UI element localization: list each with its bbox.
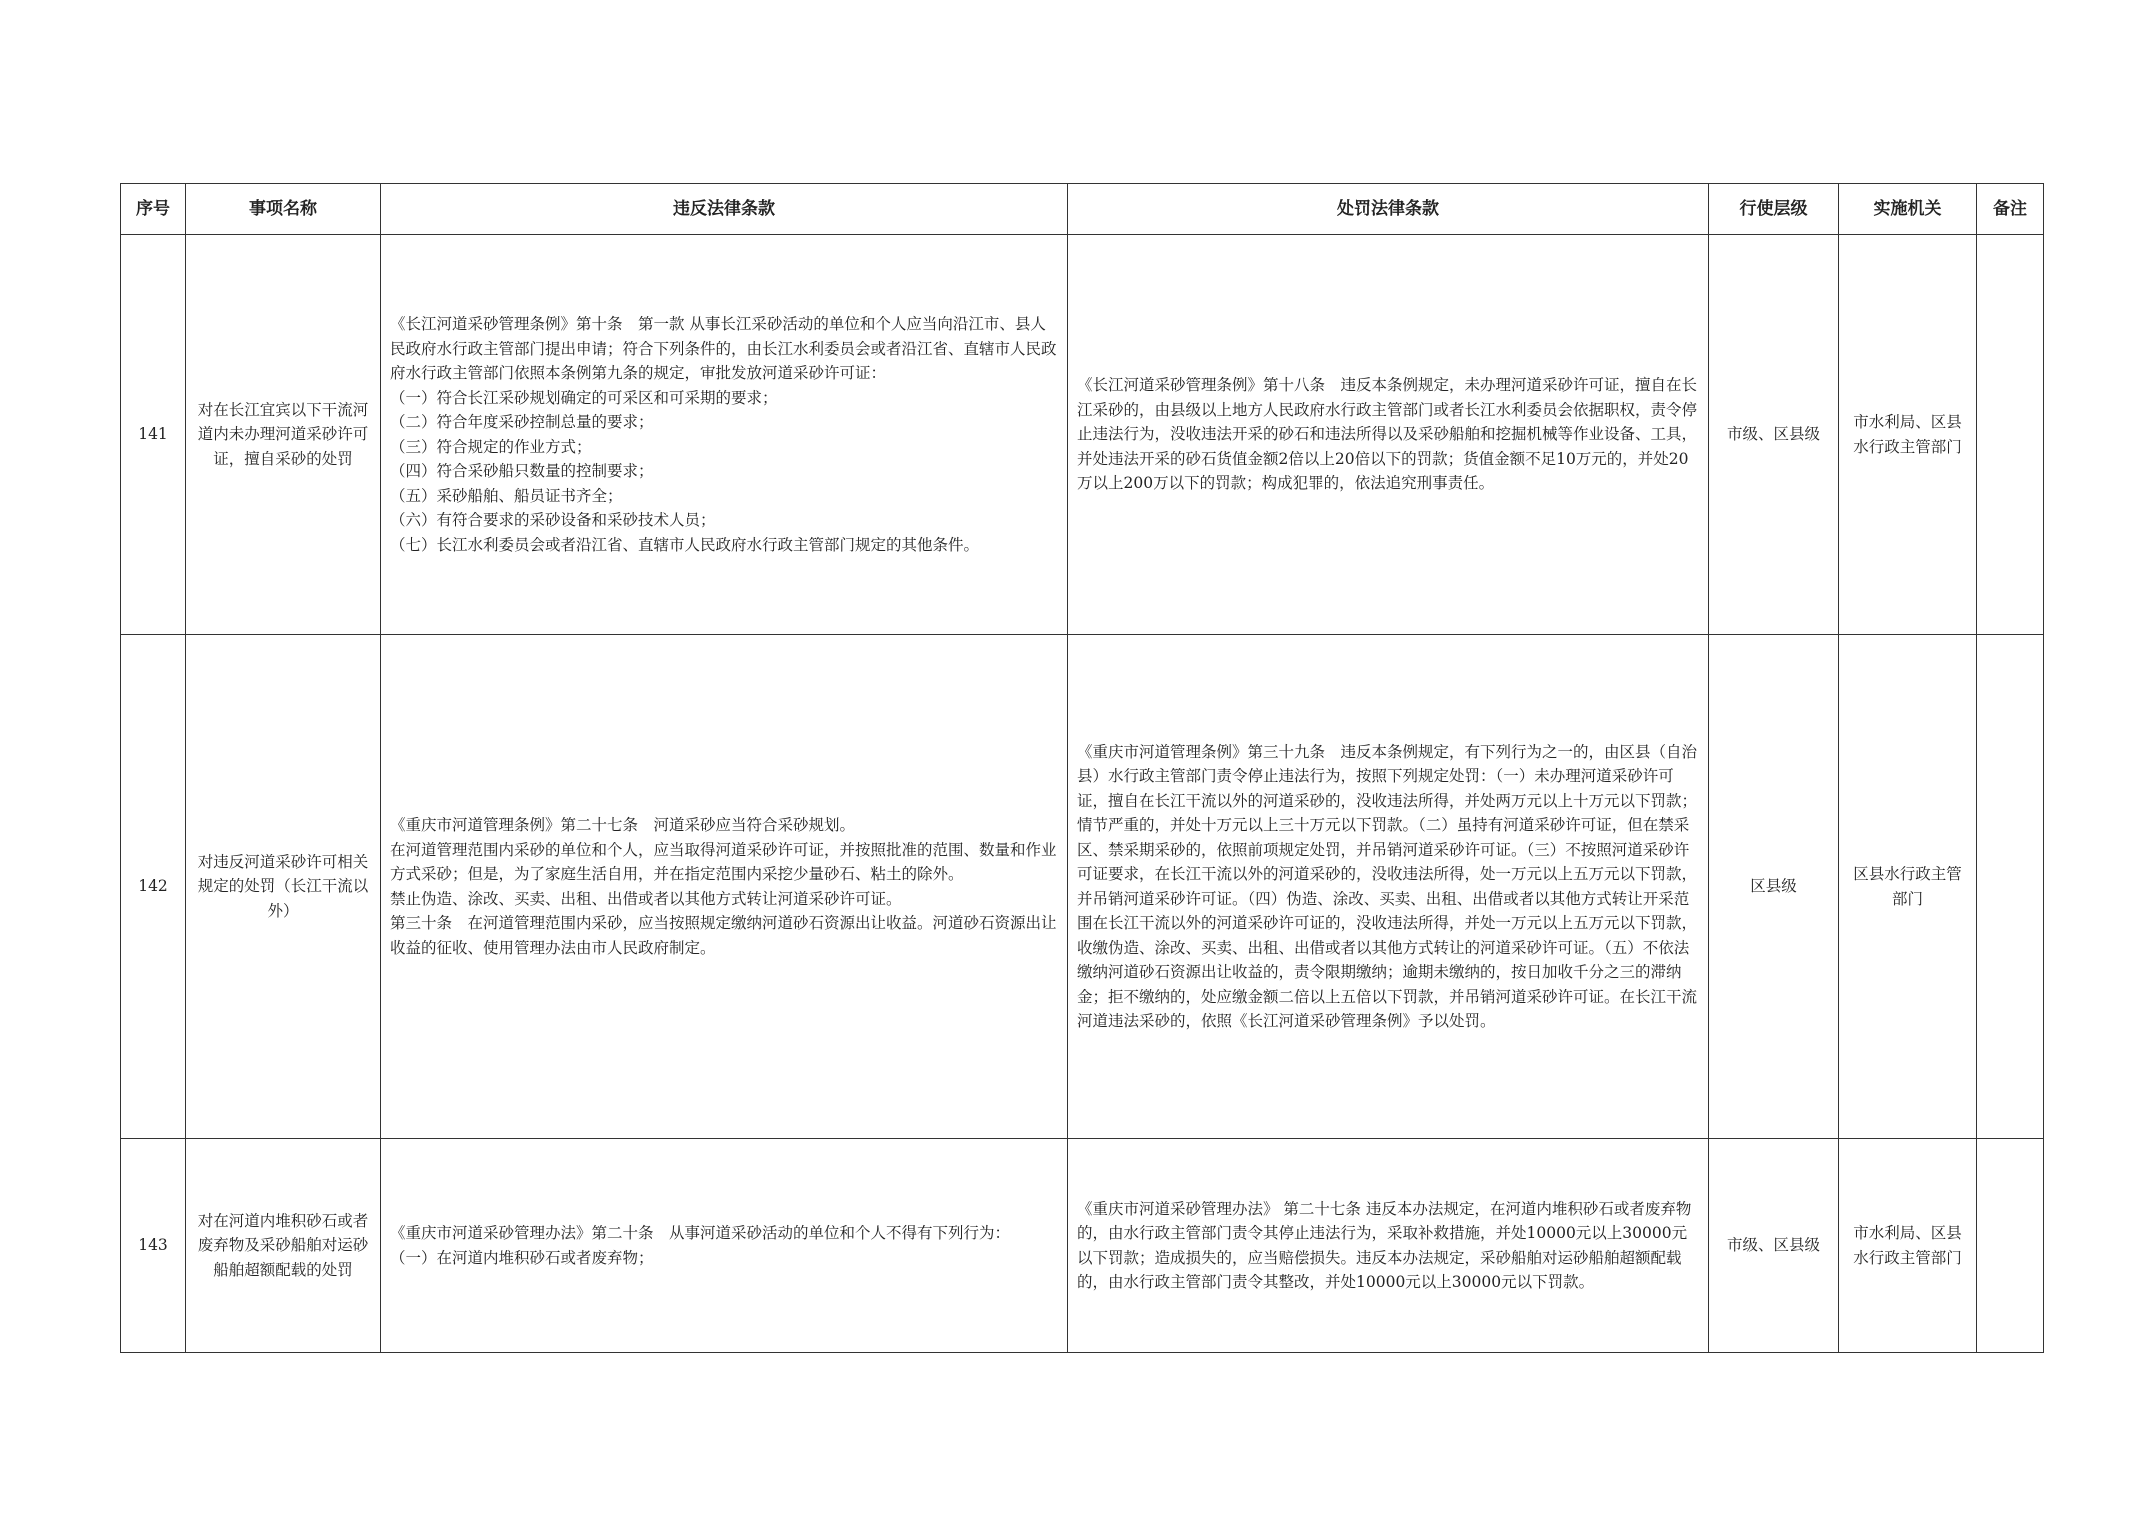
header-penalty-clause: 处罚法律条款 (1068, 184, 1709, 235)
table-header-row (121, 184, 2044, 235)
cell-seq: 141 (121, 235, 186, 635)
table-row (121, 235, 2044, 635)
cell-exercise-level: 市级、区县级 (1709, 1139, 1839, 1353)
cell-penalty-clause: 《重庆市河道管理条例》第三十九条 违反本条例规定，有下列行为之一的，由区县（自治县）水行政主管部门责令停止违法行为，按照下列规定处罚：（一）未办理河道采砂许可证，擅自在长江干流以外的河道采砂的，没收违法所得，并处两万元以上十万元以下罚款；情节严重的，并处十万元以上三十万元以下罚款。（二）虽持有河道采砂许可证，但在禁采区、禁采期采砂的，依照前项规定处罚，并吊销河道采砂许可证。（三）不按照河道采砂许可证要求，在长江干流以外的河道采砂的，没收违法所得，处一万元以上五万元以下罚款，并吊销河道采砂许可证。（四）伪造、涂改、买卖、出租、出借或者以其他方式转让开采范围在长江干流以外的河道采砂许可证的，没收违法所得，并处一万元以上五万元以下罚款，收缴伪造、涂改、买卖、出租、出借或者以其他方式转让的河道采砂许可证。（五）不依法缴纳河道砂石资源出让收益的，责令限期缴纳；逾期未缴纳的，按日加收千分之三的滞纳金；拒不缴纳的，处应缴金额二倍以上五倍以下罚款，并吊销河道采砂许可证。在长江干流河道违法采砂的，依照《长江河道采砂管理条例》予以处罚。 (1068, 635, 1709, 1139)
cell-violated-clause: 《重庆市河道采砂管理办法》第二十条 从事河道采砂活动的单位和个人不得有下列行为： （一）在河道内堆积砂石或者废弃物； (381, 1139, 1068, 1353)
cell-implementing-agency: 市水利局、区县水行政主管部门 (1839, 1139, 1977, 1353)
cell-violated-clause: 《重庆市河道管理条例》第二十七条 河道采砂应当符合采砂规划。 在河道管理范围内采砂的单位和个人，应当取得河道采砂许可证，并按照批准的范围、数量和作业方式采砂；但是，为了家庭生活自用，并在指定范围内采挖少量砂石、粘土的除外。 禁止伪造、涂改、买卖、出租、出借或者以其他方式转让河道采砂许可证。 第三十条 在河道管理范围内采砂，应当按照规定缴纳河道砂石资源出让收益。河道砂石资源出让收益的征收、使用管理办法由市人民政府制定。 (381, 635, 1068, 1139)
header-violated-clause: 违反法律条款 (381, 184, 1068, 235)
cell-item-name: 对在河道内堆积砂石或者废弃物及采砂船舶对运砂船舶超额配载的处罚 (186, 1139, 381, 1353)
table-row (121, 1139, 2044, 1353)
cell-violated-clause: 《长江河道采砂管理条例》第十条 第一款 从事长江采砂活动的单位和个人应当向沿江市、县人民政府水行政主管部门提出申请；符合下列条件的，由长江水利委员会或者沿江省、直辖市人民政府水行政主管部门依照本条例第九条的规定，审批发放河道采砂许可证： （一）符合长江采砂规划确定的可采区和可采期的要求； （二）符合年度采砂控制总量的要求； （三）符合规定的作业方式； （四）符合采砂船只数量的控制要求； （五）采砂船舶、船员证书齐全； （六）有符合要求的采砂设备和采砂技术人员； （七）长江水利委员会或者沿江省、直辖市人民政府水行政主管部门规定的其他条件。 (381, 235, 1068, 635)
header-implementing-agency: 实施机关 (1839, 184, 1977, 235)
cell-seq: 142 (121, 635, 186, 1139)
header-seq: 序号 (121, 184, 186, 235)
header-exercise-level: 行使层级 (1709, 184, 1839, 235)
penalty-items-table (120, 183, 2044, 1353)
cell-exercise-level: 市级、区县级 (1709, 235, 1839, 635)
cell-implementing-agency: 市水利局、区县水行政主管部门 (1839, 235, 1977, 635)
cell-penalty-clause: 《重庆市河道采砂管理办法》 第二十七条 违反本办法规定，在河道内堆积砂石或者废弃物的，由水行政主管部门责令其停止违法行为，采取补救措施，并处10000元以上30000元以下罚款；造成损失的，应当赔偿损失。违反本办法规定，采砂船舶对运砂船舶超额配载的，由水行政主管部门责令其整改，并处10000元以上30000元以下罚款。 (1068, 1139, 1709, 1353)
cell-notes (1977, 635, 2044, 1139)
cell-exercise-level: 区县级 (1709, 635, 1839, 1139)
table-row (121, 635, 2044, 1139)
cell-notes (1977, 235, 2044, 635)
cell-implementing-agency: 区县水行政主管部门 (1839, 635, 1977, 1139)
cell-penalty-clause: 《长江河道采砂管理条例》第十八条 违反本条例规定，未办理河道采砂许可证，擅自在长江采砂的，由县级以上地方人民政府水行政主管部门或者长江水利委员会依据职权，责令停止违法行为，没收违法开采的砂石和违法所得以及采砂船舶和挖掘机械等作业设备、工具，并处违法开采的砂石货值金额2倍以上20倍以下的罚款；货值金额不足10万元的，并处20万以上200万以下的罚款；构成犯罪的，依法追究刑事责任。 (1068, 235, 1709, 635)
cell-item-name: 对在长江宜宾以下干流河道内未办理河道采砂许可证，擅自采砂的处罚 (186, 235, 381, 635)
cell-seq: 143 (121, 1139, 186, 1353)
cell-notes (1977, 1139, 2044, 1353)
header-notes: 备注 (1977, 184, 2044, 235)
cell-item-name: 对违反河道采砂许可相关规定的处罚（长江干流以外） (186, 635, 381, 1139)
header-item-name: 事项名称 (186, 184, 381, 235)
